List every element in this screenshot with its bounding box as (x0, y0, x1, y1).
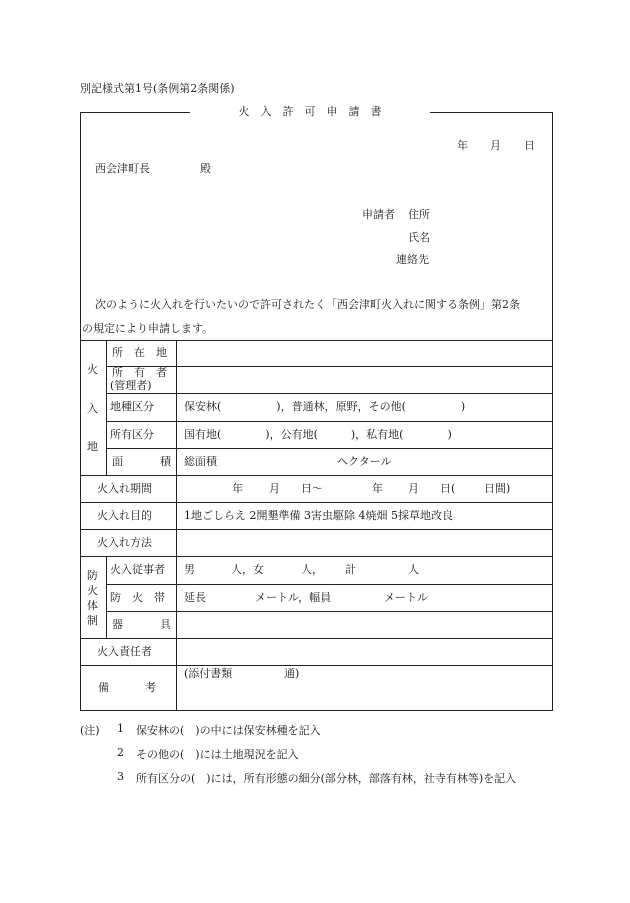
method-label: 火入れ方法 (97, 536, 152, 549)
addressee: 西会津町長 (95, 162, 150, 175)
remarks-attached: (添付書類 (184, 667, 233, 680)
area-unit: ヘクタール (337, 455, 392, 468)
firebreak-length: 延長 (184, 591, 206, 604)
period-label: 火入れ期間 (97, 482, 152, 495)
purpose-label: 火入れ目的 (97, 509, 152, 522)
firebreak-label: 防 火 帯 (110, 591, 165, 604)
note-2-num: 2 (117, 746, 124, 759)
workers-male: 男 (184, 563, 195, 576)
period-start-year: 年 (232, 482, 243, 495)
prevention-char-4: 制 (87, 614, 98, 627)
note-2-text: その他の( )には土地現況を記入 (136, 748, 299, 761)
firebreak-width: メートル，幅員 (255, 591, 332, 604)
land-type-value: 保安林( )，普通林，原野，その他( ) (184, 400, 466, 413)
period-start-day: 日〜 (301, 482, 323, 495)
fire-site-char-1: 火 (87, 363, 98, 376)
note-3-text: 所有区分の( )には，所有形態の細分(部分林，部落有林，社寺有林等)を記入 (136, 772, 517, 785)
remarks-label-2: 考 (145, 681, 156, 694)
workers-sep: 人， (301, 563, 323, 576)
remarks-copies: 通) (284, 667, 300, 680)
workers-person: 人 (408, 563, 419, 576)
contact-label: 連絡先 (396, 253, 429, 266)
date-year: 年 (457, 139, 468, 152)
location-label: 所 在 地 (112, 346, 167, 359)
period-days: 日間) (484, 482, 511, 495)
land-type-label: 地種区分 (110, 400, 154, 413)
equipment-label-2: 具 (160, 618, 171, 631)
fire-site-char-3: 地 (87, 440, 98, 453)
workers-female: 人，女 (231, 563, 264, 576)
workers-label: 火入従事者 (110, 563, 165, 576)
remarks-label-1: 備 (98, 681, 109, 694)
form-number-label: 別記様式第1号(条例第2条関係) (80, 82, 235, 95)
period-end-month: 月 (408, 482, 419, 495)
ownership-label: 所有区分 (110, 428, 154, 441)
period-end-year: 年 (372, 482, 383, 495)
note-1-text: 保安林の( )の中には保安林種を記入 (136, 724, 321, 737)
name-label: 氏名 (408, 231, 430, 244)
area-label-2: 積 (160, 455, 171, 468)
date-month: 月 (490, 139, 501, 152)
notes-prefix: (注) (80, 724, 100, 737)
intro-text-line1: 次のように火入れを行いたいので許可されたく「西会津町火入れに関する条例」第2条 (95, 298, 520, 311)
equipment-label-1: 器 (112, 618, 123, 631)
area-total-label: 総面積 (184, 455, 217, 468)
date-day: 日 (524, 139, 535, 152)
responsible-label: 火入責任者 (97, 645, 152, 658)
area-label-1: 面 (112, 455, 123, 468)
ownership-value: 国有地( )，公有地( )，私有地( ) (184, 428, 452, 441)
prevention-char-2: 火 (87, 584, 98, 597)
fire-site-char-2: 入 (87, 402, 98, 415)
firebreak-meter: メートル (384, 591, 428, 604)
period-start-month: 月 (269, 482, 280, 495)
prevention-char-1: 防 (87, 569, 98, 582)
note-3-num: 3 (117, 770, 124, 783)
note-1-num: 1 (117, 722, 124, 735)
address-label: 住所 (408, 208, 430, 221)
owner-label: 所 有 者 (112, 366, 167, 379)
form-title: 火 入 許 可 申 請 書 (190, 103, 430, 119)
period-end-day: 日( (440, 482, 456, 495)
applicant-label: 申請者 (362, 208, 395, 221)
manager-label: (管理者) (110, 379, 152, 392)
honorific: 殿 (200, 162, 211, 175)
prevention-char-3: 体 (87, 599, 98, 612)
purpose-value: 1地ごしらえ 2開墾準備 3害虫駆除 4焼畑 5採草地改良 (184, 509, 453, 522)
intro-text-line2: の規定により申請します。 (82, 322, 214, 335)
workers-total: 計 (345, 563, 356, 576)
